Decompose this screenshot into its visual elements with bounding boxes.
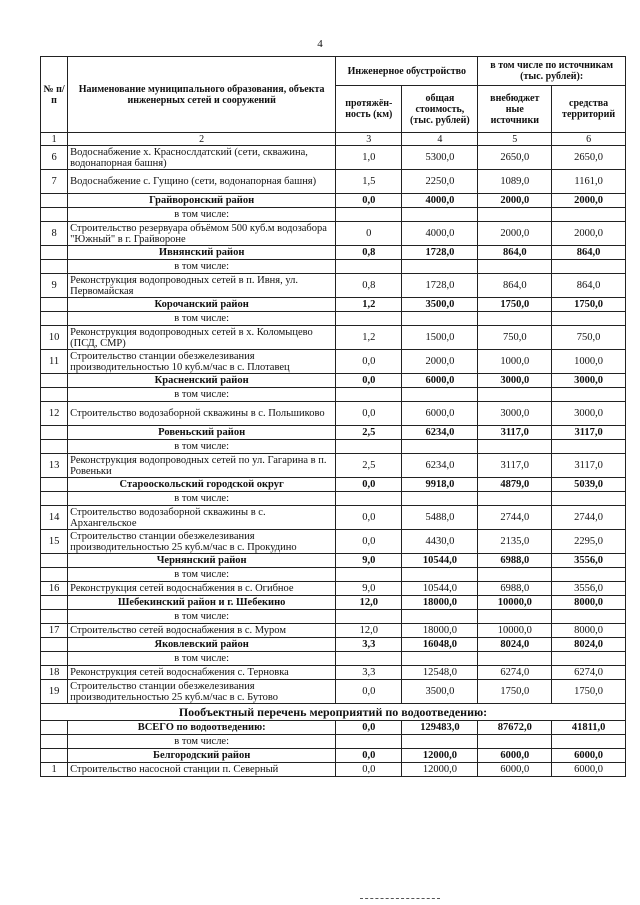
district-row	[41, 246, 626, 260]
row-offbudget: 2000,0	[478, 194, 552, 208]
row-offbudget: 2135,0	[478, 530, 552, 554]
row-territory	[552, 260, 626, 274]
row-total-cost: 1500,0	[402, 326, 478, 350]
row-offbudget	[478, 568, 552, 582]
section-title: Пообъектный перечень мероприятий по водоотведению:	[41, 704, 626, 721]
row-offbudget	[478, 312, 552, 326]
row-offbudget: 4879,0	[478, 478, 552, 492]
table-row	[41, 402, 626, 426]
row-offbudget: 2000,0	[478, 222, 552, 246]
row-total-cost: 12000,0	[402, 763, 478, 777]
row-name: Старооскольский городской округ	[68, 478, 336, 492]
row-offbudget: 10000,0	[478, 624, 552, 638]
subheader-row	[41, 312, 626, 326]
row-total-cost: 16048,0	[402, 638, 478, 652]
row-territory	[552, 652, 626, 666]
row-territory: 2650,0	[552, 146, 626, 170]
row-number: 16	[41, 582, 68, 596]
subheader-row	[41, 735, 626, 749]
row-number	[41, 208, 68, 222]
row-name: Строительство водозаборной скважины в с. Польшиково	[68, 402, 336, 426]
row-name: Реконструкция сетей водоснабжения с. Терновка	[68, 666, 336, 680]
row-number	[41, 426, 68, 440]
table-row	[41, 666, 626, 680]
row-length: 0,0	[336, 506, 402, 530]
row-offbudget	[478, 388, 552, 402]
row-territory: 5039,0	[552, 478, 626, 492]
row-number	[41, 568, 68, 582]
row-total-cost: 6000,0	[402, 402, 478, 426]
row-number: 12	[41, 402, 68, 426]
page-number: 4	[317, 38, 323, 50]
row-offbudget	[478, 492, 552, 506]
row-number	[41, 596, 68, 610]
row-total-cost: 2000,0	[402, 350, 478, 374]
row-number	[41, 478, 68, 492]
header-offbudget: внебюджет ные источники	[478, 86, 552, 133]
row-offbudget: 1750,0	[478, 298, 552, 312]
row-name: Корочанский район	[68, 298, 336, 312]
district-row	[41, 194, 626, 208]
district-row	[41, 426, 626, 440]
colnum: 4	[402, 133, 478, 146]
row-name: Строительство насосной станции п. Северный	[68, 763, 336, 777]
row-length: 0,8	[336, 246, 402, 260]
district-row	[41, 721, 626, 735]
row-total-cost: 6234,0	[402, 426, 478, 440]
table-row	[41, 582, 626, 596]
row-length: 0,0	[336, 194, 402, 208]
header-territory: средства территорий	[552, 86, 626, 133]
row-offbudget	[478, 652, 552, 666]
row-length: 9,0	[336, 582, 402, 596]
header-length: протяжён-ность (км)	[336, 86, 402, 133]
header-engineering: Инженерное обустройство	[336, 57, 478, 86]
table-row	[41, 326, 626, 350]
row-offbudget	[478, 208, 552, 222]
row-territory: 3000,0	[552, 402, 626, 426]
row-offbudget: 3000,0	[478, 374, 552, 388]
row-offbudget: 864,0	[478, 246, 552, 260]
row-number	[41, 260, 68, 274]
row-name: Водоснабжение х. Краснослдатский (сети, скважина, водонапорная башня)	[68, 146, 336, 170]
row-number: 13	[41, 454, 68, 478]
row-offbudget: 2650,0	[478, 146, 552, 170]
row-number: 19	[41, 680, 68, 704]
row-territory: 864,0	[552, 246, 626, 260]
district-row	[41, 298, 626, 312]
row-length	[336, 208, 402, 222]
row-number	[41, 735, 68, 749]
row-name: Строительство станции обезжелезивания производительностью 25 куб.м/час в с. Бутово	[68, 680, 336, 704]
row-territory: 2744,0	[552, 506, 626, 530]
row-total-cost	[402, 735, 478, 749]
row-number	[41, 492, 68, 506]
row-total-cost: 129483,0	[402, 721, 478, 735]
row-number	[41, 652, 68, 666]
row-total-cost: 18000,0	[402, 596, 478, 610]
row-length	[336, 652, 402, 666]
row-total-cost: 3500,0	[402, 680, 478, 704]
row-offbudget	[478, 735, 552, 749]
row-number: 18	[41, 666, 68, 680]
row-total-cost	[402, 312, 478, 326]
row-name: Белгородский район	[68, 749, 336, 763]
row-total-cost	[402, 388, 478, 402]
row-number: 7	[41, 170, 68, 194]
row-territory: 750,0	[552, 326, 626, 350]
row-territory: 6000,0	[552, 749, 626, 763]
row-offbudget: 1750,0	[478, 680, 552, 704]
row-territory	[552, 312, 626, 326]
row-number	[41, 554, 68, 568]
table-body	[41, 146, 626, 777]
row-number: 10	[41, 326, 68, 350]
row-territory	[552, 568, 626, 582]
subheader-row	[41, 568, 626, 582]
district-row	[41, 374, 626, 388]
row-name: в том числе:	[68, 388, 336, 402]
colnum: 6	[552, 133, 626, 146]
row-total-cost: 1728,0	[402, 246, 478, 260]
row-territory: 2295,0	[552, 530, 626, 554]
row-territory: 1750,0	[552, 680, 626, 704]
row-length: 1,0	[336, 146, 402, 170]
row-territory: 8000,0	[552, 596, 626, 610]
district-row	[41, 596, 626, 610]
table-row	[41, 222, 626, 246]
subheader-row	[41, 652, 626, 666]
header-no: № п/п	[41, 57, 68, 133]
row-name: Шебекинский район и г. Шебекино	[68, 596, 336, 610]
row-length: 2,5	[336, 454, 402, 478]
district-row	[41, 638, 626, 652]
row-total-cost: 18000,0	[402, 624, 478, 638]
colnum: 2	[68, 133, 336, 146]
row-total-cost: 4000,0	[402, 194, 478, 208]
row-offbudget: 6000,0	[478, 749, 552, 763]
row-length	[336, 568, 402, 582]
row-territory: 864,0	[552, 274, 626, 298]
header-total-cost: общая стоимость, (тыс. рублей)	[402, 86, 478, 133]
row-name: Строительство сетей водоснабжения в с. Муром	[68, 624, 336, 638]
subheader-row	[41, 492, 626, 506]
row-number	[41, 610, 68, 624]
row-territory	[552, 492, 626, 506]
table-row	[41, 454, 626, 478]
table-row	[41, 350, 626, 374]
section-row	[41, 704, 626, 721]
row-name: Чернянский район	[68, 554, 336, 568]
row-total-cost: 12548,0	[402, 666, 478, 680]
row-territory: 3556,0	[552, 554, 626, 568]
row-length: 0,0	[336, 374, 402, 388]
row-length: 0,0	[336, 749, 402, 763]
row-total-cost	[402, 652, 478, 666]
row-offbudget: 1000,0	[478, 350, 552, 374]
row-name: Водоснабжение с. Гущино (сети, водонапорная башня)	[68, 170, 336, 194]
row-name: Грайворонский район	[68, 194, 336, 208]
row-length	[336, 312, 402, 326]
row-length: 3,3	[336, 666, 402, 680]
row-total-cost	[402, 260, 478, 274]
row-length: 0,0	[336, 478, 402, 492]
row-territory: 2000,0	[552, 194, 626, 208]
row-number: 6	[41, 146, 68, 170]
row-length: 12,0	[336, 596, 402, 610]
table-row	[41, 274, 626, 298]
row-length	[336, 388, 402, 402]
row-name: Реконструкция водопроводных сетей по ул. Гагарина в п. Ровеньки	[68, 454, 336, 478]
row-offbudget: 3117,0	[478, 426, 552, 440]
row-number	[41, 638, 68, 652]
row-length: 0,8	[336, 274, 402, 298]
row-territory	[552, 440, 626, 454]
row-territory: 3117,0	[552, 454, 626, 478]
row-name: Реконструкция водопроводных сетей в х. Коломыцево (ПСД, СМР)	[68, 326, 336, 350]
row-territory: 6274,0	[552, 666, 626, 680]
row-offbudget: 6274,0	[478, 666, 552, 680]
row-name: Строительство водозаборной скважины в с. Архангельское	[68, 506, 336, 530]
row-total-cost: 2250,0	[402, 170, 478, 194]
row-offbudget: 87672,0	[478, 721, 552, 735]
row-territory	[552, 388, 626, 402]
row-total-cost: 12000,0	[402, 749, 478, 763]
row-territory: 1000,0	[552, 350, 626, 374]
subheader-row	[41, 610, 626, 624]
row-name: Реконструкция водопроводных сетей в п. Ивня, ул. Первомайская	[68, 274, 336, 298]
row-territory	[552, 610, 626, 624]
investment-table	[40, 56, 626, 777]
row-offbudget: 6000,0	[478, 763, 552, 777]
row-name: Строительство станции обезжелезивания производительностью 10 куб.м/час в с. Плотавец	[68, 350, 336, 374]
row-total-cost: 6234,0	[402, 454, 478, 478]
table-row	[41, 530, 626, 554]
row-total-cost	[402, 610, 478, 624]
row-total-cost: 4000,0	[402, 222, 478, 246]
row-territory: 3117,0	[552, 426, 626, 440]
row-length: 0	[336, 222, 402, 246]
row-length: 0,0	[336, 402, 402, 426]
row-name: Красненский район	[68, 374, 336, 388]
district-row	[41, 478, 626, 492]
row-name: Ровеньский район	[68, 426, 336, 440]
subheader-row	[41, 260, 626, 274]
table-row	[41, 170, 626, 194]
table-row	[41, 680, 626, 704]
row-length: 0,0	[336, 763, 402, 777]
district-row	[41, 749, 626, 763]
row-territory: 8024,0	[552, 638, 626, 652]
row-number: 11	[41, 350, 68, 374]
row-offbudget: 1089,0	[478, 170, 552, 194]
row-territory: 3556,0	[552, 582, 626, 596]
row-total-cost	[402, 440, 478, 454]
row-offbudget: 3000,0	[478, 402, 552, 426]
row-offbudget: 2744,0	[478, 506, 552, 530]
row-territory: 41811,0	[552, 721, 626, 735]
row-number	[41, 388, 68, 402]
row-offbudget	[478, 610, 552, 624]
row-name: Реконструкция сетей водоснабжения в с. Огибное	[68, 582, 336, 596]
row-name: в том числе:	[68, 260, 336, 274]
row-total-cost: 4430,0	[402, 530, 478, 554]
row-number	[41, 721, 68, 735]
row-length	[336, 260, 402, 274]
row-length: 1,5	[336, 170, 402, 194]
row-length: 0,0	[336, 721, 402, 735]
row-territory: 2000,0	[552, 222, 626, 246]
row-length	[336, 610, 402, 624]
row-length: 0,0	[336, 530, 402, 554]
row-territory	[552, 208, 626, 222]
row-number: 15	[41, 530, 68, 554]
row-name: в том числе:	[68, 568, 336, 582]
header-sources: в том числе по источникам (тыс. рублей):	[478, 57, 626, 86]
row-territory: 3000,0	[552, 374, 626, 388]
row-total-cost: 10544,0	[402, 554, 478, 568]
row-offbudget	[478, 440, 552, 454]
row-number	[41, 374, 68, 388]
row-name: в том числе:	[68, 492, 336, 506]
row-total-cost	[402, 568, 478, 582]
row-offbudget: 6988,0	[478, 554, 552, 568]
row-offbudget: 8024,0	[478, 638, 552, 652]
row-offbudget: 3117,0	[478, 454, 552, 478]
row-territory: 8000,0	[552, 624, 626, 638]
row-length: 1,2	[336, 326, 402, 350]
row-territory: 6000,0	[552, 763, 626, 777]
row-offbudget: 864,0	[478, 274, 552, 298]
row-number	[41, 312, 68, 326]
row-name: Строительство резервуара объёмом 500 куб.м водозабора "Южный" в г. Грайвороне	[68, 222, 336, 246]
header-name: Наименование муниципального образования, объекта инженерных сетей и сооружений	[68, 57, 336, 133]
row-name: в том числе:	[68, 652, 336, 666]
row-total-cost: 6000,0	[402, 374, 478, 388]
row-total-cost: 1728,0	[402, 274, 478, 298]
row-length: 0,0	[336, 350, 402, 374]
table-row	[41, 146, 626, 170]
row-number	[41, 440, 68, 454]
row-offbudget: 6988,0	[478, 582, 552, 596]
row-total-cost	[402, 208, 478, 222]
row-offbudget: 750,0	[478, 326, 552, 350]
row-length: 2,5	[336, 426, 402, 440]
row-number	[41, 194, 68, 208]
row-total-cost	[402, 492, 478, 506]
row-length: 9,0	[336, 554, 402, 568]
row-offbudget: 10000,0	[478, 596, 552, 610]
row-name: ВСЕГО по водоотведению:	[68, 721, 336, 735]
subheader-row	[41, 440, 626, 454]
row-length: 3,3	[336, 638, 402, 652]
scan-mark	[360, 898, 440, 901]
row-territory	[552, 735, 626, 749]
subheader-row	[41, 388, 626, 402]
row-number	[41, 298, 68, 312]
row-total-cost: 10544,0	[402, 582, 478, 596]
row-length	[336, 492, 402, 506]
row-total-cost: 9918,0	[402, 478, 478, 492]
row-number	[41, 749, 68, 763]
row-territory: 1750,0	[552, 298, 626, 312]
row-name: в том числе:	[68, 440, 336, 454]
row-number: 17	[41, 624, 68, 638]
row-name: в том числе:	[68, 208, 336, 222]
table-row	[41, 763, 626, 777]
row-name: в том числе:	[68, 735, 336, 749]
colnum: 1	[41, 133, 68, 146]
colnum: 5	[478, 133, 552, 146]
row-name: Строительство станции обезжелезивания производительностью 25 куб.м/час в с. Прокудино	[68, 530, 336, 554]
row-offbudget	[478, 260, 552, 274]
row-number	[41, 246, 68, 260]
table-row	[41, 506, 626, 530]
row-total-cost: 3500,0	[402, 298, 478, 312]
subheader-row	[41, 208, 626, 222]
row-name: в том числе:	[68, 312, 336, 326]
district-row	[41, 554, 626, 568]
row-number: 14	[41, 506, 68, 530]
row-number: 9	[41, 274, 68, 298]
row-length	[336, 735, 402, 749]
row-total-cost: 5300,0	[402, 146, 478, 170]
row-name: Ивнянский район	[68, 246, 336, 260]
row-length	[336, 440, 402, 454]
row-length: 12,0	[336, 624, 402, 638]
row-total-cost: 5488,0	[402, 506, 478, 530]
colnum: 3	[336, 133, 402, 146]
row-territory: 1161,0	[552, 170, 626, 194]
row-length: 1,2	[336, 298, 402, 312]
row-name: в том числе:	[68, 610, 336, 624]
row-number: 8	[41, 222, 68, 246]
row-length: 0,0	[336, 680, 402, 704]
row-name: Яковлевский район	[68, 638, 336, 652]
table-row	[41, 624, 626, 638]
row-number: 1	[41, 763, 68, 777]
